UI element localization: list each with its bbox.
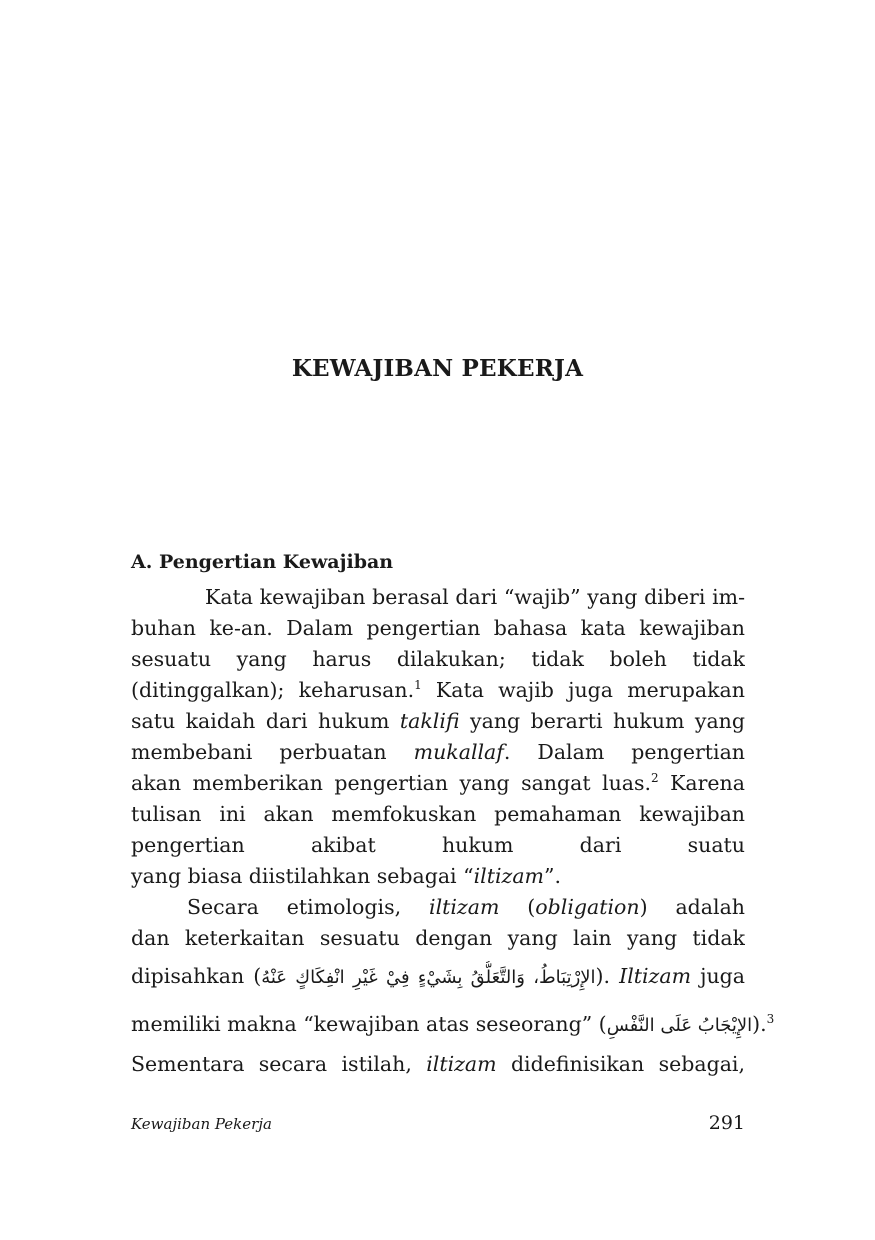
text-run: yang berarti hukum yang	[470, 709, 745, 733]
italic-term: obligation	[535, 895, 640, 919]
text-run: membebani perbuatan	[131, 740, 414, 764]
text-run: Sementara secara istilah,	[131, 1052, 427, 1076]
text-run: akan memberikan pengertian yang sangat luas.	[131, 771, 652, 795]
text-run: (ditinggalkan); keharusan.	[131, 678, 415, 702]
paragraph-line: Kata kewajiban berasal dari “wajib” yang diberi im-	[205, 585, 745, 609]
paragraph-line	[131, 768, 745, 799]
paragraph-line	[131, 1049, 745, 1080]
paragraph-line	[131, 961, 745, 992]
footnote-ref-2: 2	[651, 771, 659, 786]
footnote-ref-3: 3	[766, 1012, 775, 1027]
italic-term: iltizam	[426, 1052, 497, 1076]
text-run: satu kaidah dari hukum	[131, 709, 400, 733]
paragraph-line: dan keterkaitan sesuatu dengan yang lain yang tidak	[131, 926, 745, 950]
paragraph-line: sesuatu yang harus dilakukan; tidak boleh tidak	[131, 647, 745, 671]
text-run: ”.	[543, 864, 561, 888]
italic-term: iltizam	[473, 864, 544, 888]
italic-term: mukallaf	[413, 740, 504, 764]
section-heading: A. Pengertian Kewajiban	[131, 551, 394, 573]
italic-term: Iltizam	[619, 964, 692, 988]
paragraph-line	[187, 892, 745, 923]
paragraph-line	[131, 737, 745, 768]
text-run: Kata wajib juga merupakan	[435, 678, 745, 702]
arabic-text: الإِرْتِبَاطُ، وَالتَّعَلُّقُ بِشَيْءٍ فِيْ غَيْرِ انْفِكَاكٍ عَنْهُ	[261, 967, 596, 988]
text-run: juga	[691, 964, 745, 988]
paragraph-line	[131, 1009, 775, 1041]
paragraph-line	[131, 675, 745, 706]
text-run: memiliki makna “kewajiban atas seseorang” (	[131, 1012, 607, 1036]
italic-term: iltizam	[429, 895, 500, 919]
footnote-ref-1: 1	[414, 678, 422, 693]
text-run: . Dalam pengertian	[503, 740, 745, 764]
paragraph-line: pengertian akibat hukum dari suatu	[131, 833, 745, 857]
paragraph-line: buhan ke-an. Dalam pengertian bahasa kata kewajiban	[131, 616, 745, 640]
arabic-text: الإِيْجَابُ عَلَى النَّفْسِ	[606, 1015, 753, 1036]
text-run: Karena	[670, 771, 745, 795]
text-run: Secara etimologis,	[187, 895, 430, 919]
running-title: Kewajiban Pekerja	[131, 1115, 272, 1133]
text-run: (	[499, 895, 536, 919]
chapter-title: KEWAJIBAN PEKERJA	[291, 355, 584, 382]
text-run: ).	[752, 1012, 767, 1036]
text-run: ) adalah	[639, 895, 745, 919]
text-run: yang biasa diistilahkan sebagai “	[131, 864, 474, 888]
text-run: ).	[595, 964, 620, 988]
italic-term: taklifi	[399, 709, 460, 733]
paragraph-line: tulisan ini akan memfokuskan pemahaman kewajiban	[131, 802, 745, 826]
paragraph-line	[131, 861, 745, 892]
paragraph-line	[131, 706, 745, 737]
page-number: 291	[708, 1112, 745, 1134]
text-run: dipisahkan (	[131, 964, 262, 988]
text-run: didefinisikan sebagai,	[496, 1052, 745, 1076]
